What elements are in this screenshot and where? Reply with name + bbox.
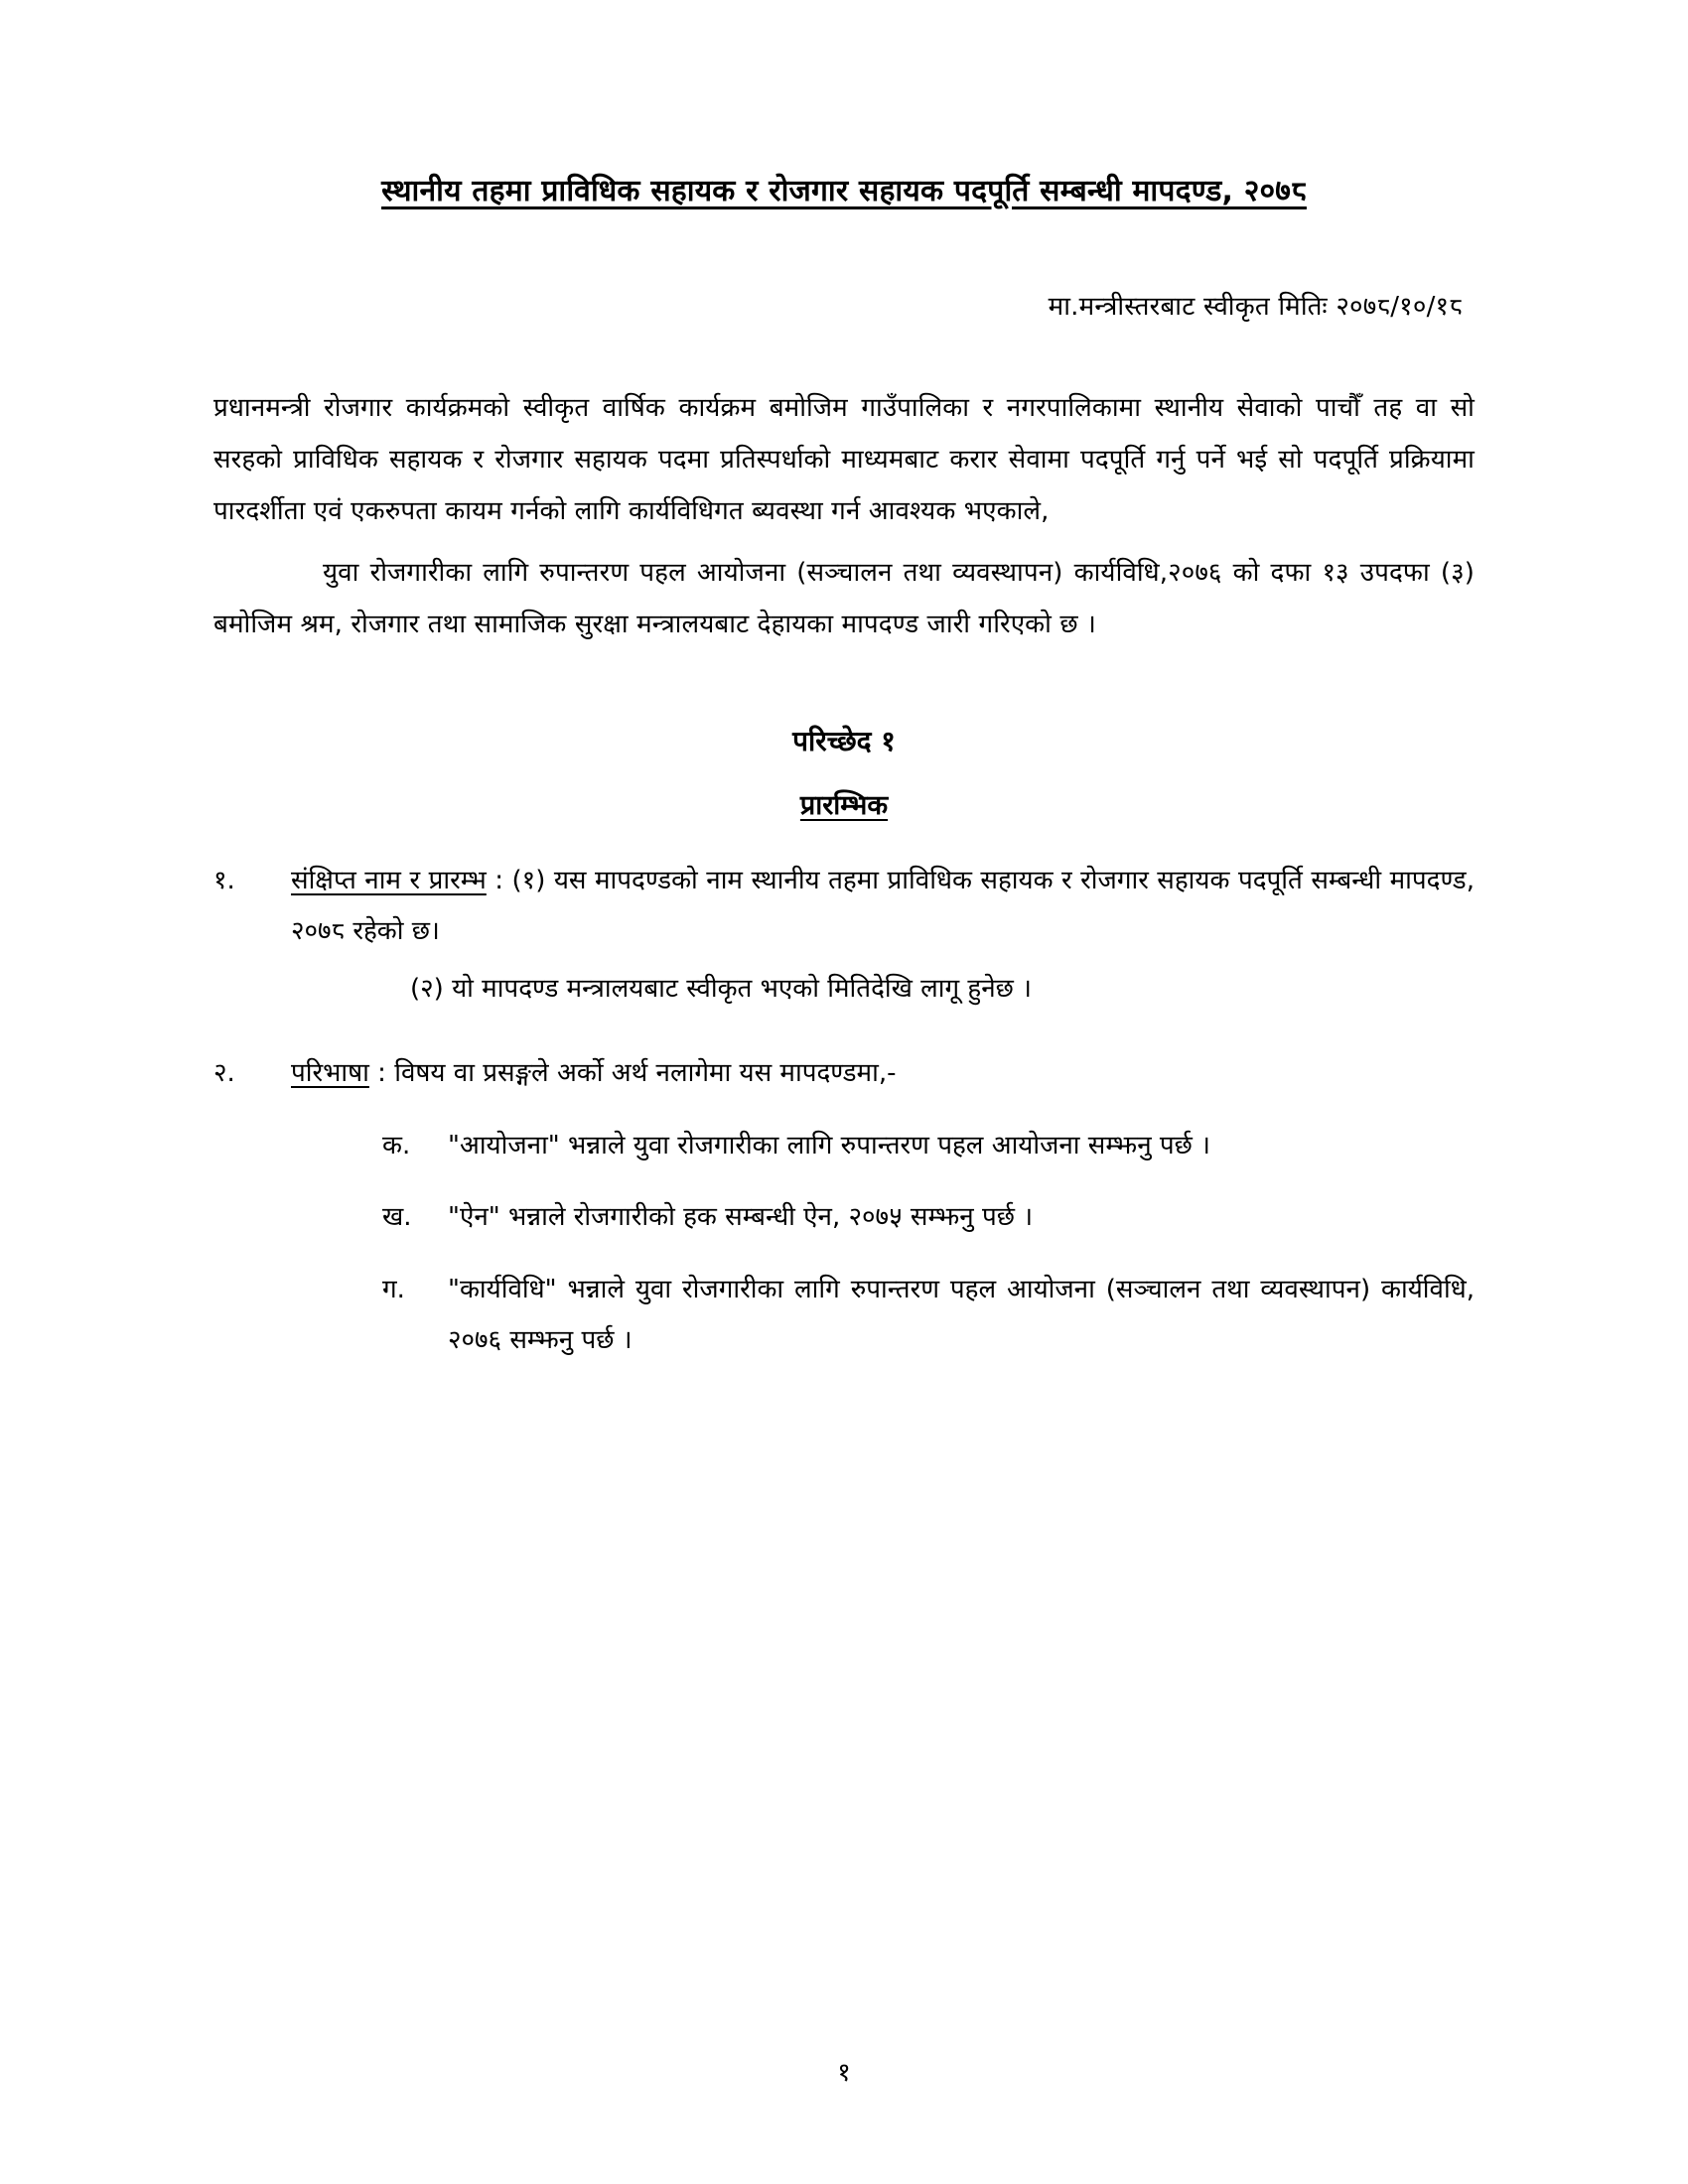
approval-date-line: मा.मन्त्रीस्तरबाट स्वीकृत मितिः २०७८/१०/१८ [1048,292,1463,322]
clause-1-number: १. [213,866,235,895]
clause-1 [213,856,1475,1015]
list-item [291,1265,1475,1365]
clause-2-body [291,1048,1475,1365]
clause-1-body [291,856,1475,1015]
clause-2-definition-list [291,1121,1475,1366]
definition-marker-ga: ग. [382,1275,405,1305]
chapter-subheading: प्रारम्भिक [799,790,889,821]
clause-2-number: २. [213,1058,235,1089]
chapter-heading: परिच्छेद १ [792,725,896,757]
clause-2 [213,1048,1475,1365]
definition-text-ga: "कार्यविधि" भन्नाले युवा रोजगारीका लागि रुपान्तरण पहल आयोजना (सञ्चालन तथा व्यवस्थापन) कार्यविधि, २०७६ सम्झनु पर्छ । [448,1275,1475,1355]
clause-1-subpara-2: (२) यो मापदण्ड मन्त्रालयबाट स्वीकृत भएको मितिदेखि लागू हुनेछ । [410,974,1033,1005]
definition-marker-ka: क. [382,1130,411,1160]
page-title: स्थानीय तहमा प्राविधिक सहायक र रोजगार सहायक पदपूर्ति सम्बन्धी मापदण्ड, २०७८ [381,174,1307,208]
preamble-paragraph-1: प्रधानमन्त्री रोजगार कार्यक्रमको स्वीकृत वार्षिक कार्यक्रम बमोजिम गाउँपालिका र नगरपालिकामा स्थानीय सेवाको पाचौँ तह वा सो सरहको प्राविधिक सहायक र रोजगार सहायक पदमा प्रतिस्पर्धाको माध्यमबाट करार सेवामा पदपूर्ति गर्नु पर्ने भई सो पदपूर्ति प्रक्रियामा पारदर्शीता एवं एकरुपता कायम गर्नको लागि कार्यविधिगत ब्यवस्था गर्न आवश्यक भएकाले, [213,393,1475,526]
list-item [291,1192,1475,1243]
clause-1-heading: संक्षिप्त नाम र प्रारम्भ [291,866,487,895]
clause-1-text: : (१) यस मापदण्डको नाम स्थानीय तहमा प्राविधिक सहायक र रोजगार सहायक पदपूर्ति सम्बन्धी मापदण्ड, २०७८ रहेको छ। [291,866,1475,946]
list-item [291,1121,1475,1171]
definition-text-kha: "ऐन" भन्नाले रोजगारीको हक सम्बन्धी ऐन, २०७५ सम्झनु पर्छ । [448,1202,1034,1233]
preamble-paragraph-2: युवा रोजगारीका लागि रुपान्तरण पहल आयोजना (सञ्चालन तथा व्यवस्थापन) कार्यविधि,२०७६ को दफा १३ उपदफा (३) बमोजिम श्रम, रोजगार तथा सामाजिक सुरक्षा मन्त्रालयबाट देहायका मापदण्ड जारी गरिएको छ । [213,558,1475,639]
clause-2-text: : विषय वा प्रसङ्गले अर्को अर्थ नलागेमा यस मापदण्डमा,- [368,1058,897,1089]
clause-2-heading: परिभाषा [291,1058,369,1089]
definition-marker-kha: ख. [382,1202,412,1233]
definition-text-ka: "आयोजना" भन्नाले युवा रोजगारीका लागि रुपान्तरण पहल आयोजना सम्झनु पर्छ । [448,1130,1211,1160]
page-number: १ [837,2058,851,2088]
